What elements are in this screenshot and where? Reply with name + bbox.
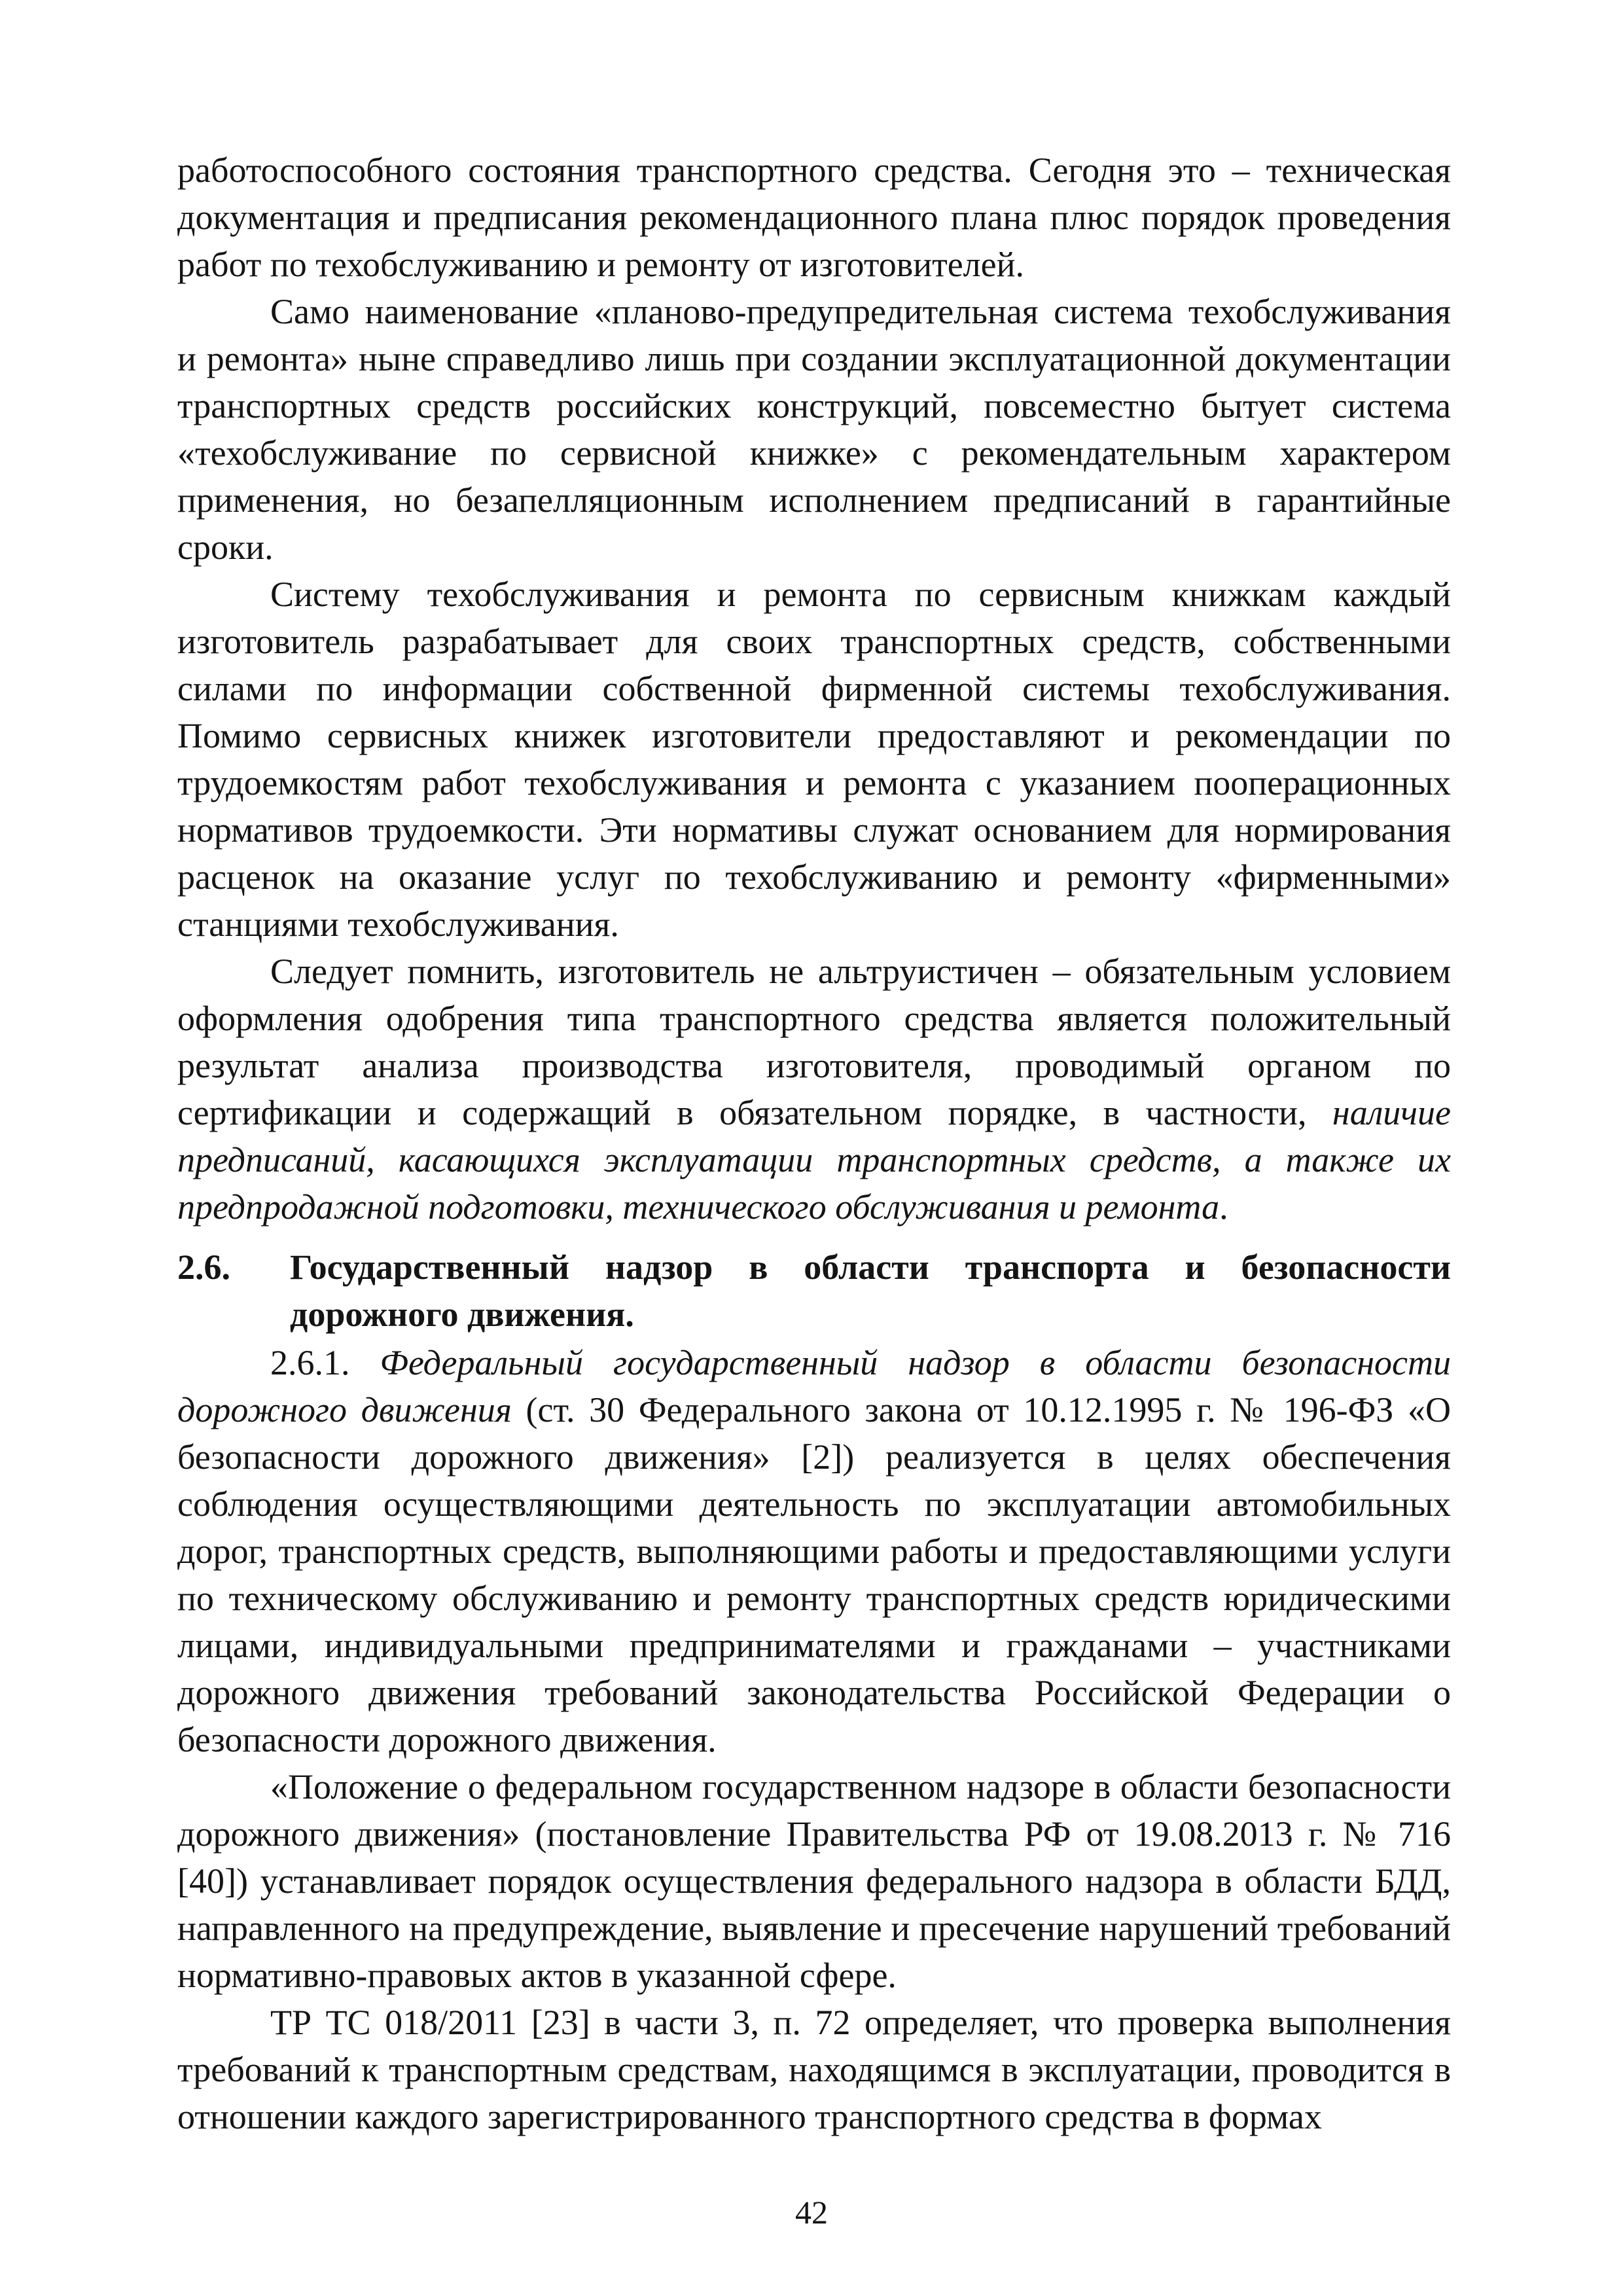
page-number: 42 xyxy=(795,2194,828,2231)
subsection-number: 2.6.1. xyxy=(270,1343,380,1382)
paragraph-manufacturer-emphasis: наличие предписаний, касающихся эксплуатации транспортных средств, а также их предпродажной подготовки, технического обслуживания и ремонта xyxy=(177,1093,1451,1227)
paragraph-regulation: «Положение о федеральном государственном надзоре в области безопасности дорожного движения» (постановление Правительства РФ от 19.08.2013 г. № 716 [40]) устанавливает порядок осуществления федерального надзора в области БДД, направленного на предупреждение, выявление и пресечение нарушений требований нормативно-правовых актов в указанной сфере. xyxy=(177,1767,1451,1995)
section-heading xyxy=(177,1244,1451,1338)
paragraph-service-books: Систему техобслуживания и ремонта по сервисным книжкам каждый изготовитель разрабатывает для своих транспортных средств, собственными силами по информации собственной фирменной системы техобслуживания. Помимо сервисных книжек изготовители предоставляют и рекомендации по трудоемкостям работ техобслуживания и ремонта с указанием пооперационных нормативов трудоемкости. Эти нормативы служат основанием для нормирования расценок на оказание услуг по техобслуживанию и ремонту «фирменными» станциями техобслуживания. xyxy=(177,575,1451,944)
subsection-paragraph xyxy=(177,1339,1451,1763)
document-page xyxy=(177,147,1451,2140)
paragraph-manufacturer-text: Следует помнить, изготовитель не альтруистичен – обязательным условием оформления одобрения типа транспортного средства является положительный результат анализа производства изготовителя, проводимый органом по сертификации и содержащий в обязательном порядке, в частности, xyxy=(177,952,1451,1132)
paragraph-manufacturer-end: . xyxy=(1219,1187,1228,1227)
paragraph-naming: Само наименование «планово-предупредительная система техобслуживания и ремонта» ныне справедливо лишь при создании эксплуатационной документации транспортных средств российских конструкций, повсеместно бытует система «техобслуживание по сервисной книжке» с рекомендательным характером применения, но безапелляционным исполнением предписаний в гарантийные сроки. xyxy=(177,292,1451,567)
subsection-title: Федеральный государственный надзор в области безопасности дорожного движения xyxy=(177,1343,1452,1429)
section-number: 2.6. xyxy=(177,1247,230,1287)
paragraph-tr-ts: ТР ТС 018/2011 [23] в части 3, п. 72 определяет, что проверка выполнения требований к транспортным средствам, находящимся в эксплуатации, проводится в отношении каждого зарегистрированного транспортного средства в формах xyxy=(177,2003,1451,2136)
paragraph-manufacturer xyxy=(177,948,1451,1230)
paragraph-continuation: работоспособного состояния транспортного средства. Сегодня это – техническая документация и предписания рекомендационного плана плюс порядок проведения работ по техобслуживанию и ремонту от изготовителей. xyxy=(177,151,1451,284)
section-title: Государственный надзор в области транспорта и безопасности дорожного движения. xyxy=(290,1247,1451,1334)
subsection-text: (ст. 30 Федерального закона от 10.12.1995 г. № 196-ФЗ «О безопасности дорожного движения» [2]) реализуется в целях обеспечения соблюдения осуществляющими деятельность по эксплуатации автомобильных дорог, транспортных средств, выполняющими работы и предоставляющими услуги по техническому обслуживанию и ремонту транспортных средств юридическими лицами, индивидуальными предпринимателями и гражданами – участниками дорожного движения требований законодательства Российской Федерации о безопасности дорожного движения. xyxy=(177,1390,1451,1759)
